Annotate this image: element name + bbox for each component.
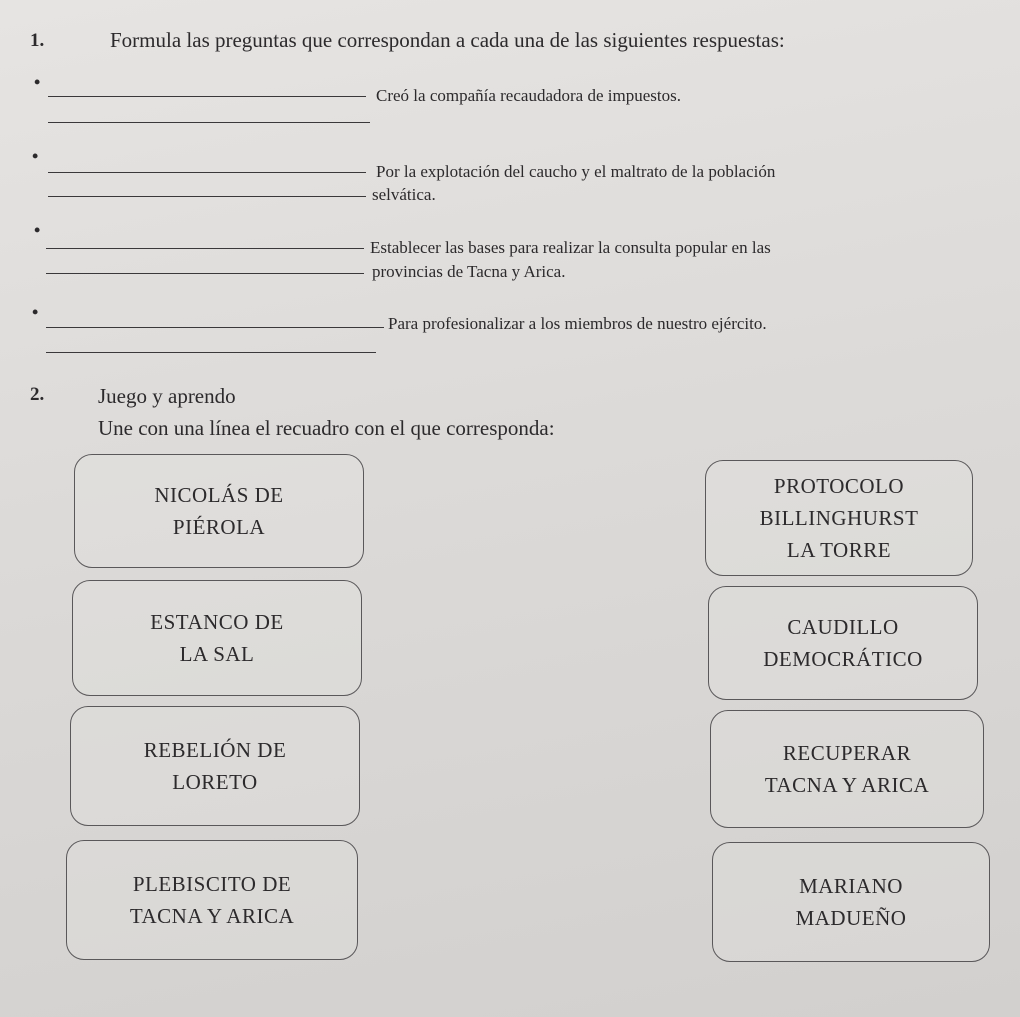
- match-box-left[interactable]: NICOLÁS DE PIÉROLA: [74, 454, 364, 568]
- answer-text: Creó la compañía recaudadora de impuestos.: [376, 86, 681, 105]
- question-blank-line[interactable]: [48, 196, 366, 197]
- question-blank-line[interactable]: [48, 172, 366, 173]
- section1-heading: Formula las preguntas que correspondan a cada una de las siguientes respuestas:: [110, 28, 785, 52]
- question-blank-line[interactable]: [48, 122, 370, 123]
- answer-text: selvática.: [372, 185, 436, 204]
- bullet: •: [34, 220, 41, 240]
- bullet: •: [34, 72, 41, 92]
- match-box-right[interactable]: PROTOCOLO BILLINGHURST LA TORRE: [705, 460, 973, 576]
- answer-text: provincias de Tacna y Arica.: [372, 262, 566, 281]
- match-box-right[interactable]: CAUDILLO DEMOCRÁTICO: [708, 586, 978, 700]
- bullet: •: [32, 302, 39, 322]
- section1-number: 1.: [30, 30, 45, 51]
- question-blank-line[interactable]: [46, 327, 384, 328]
- match-box-left[interactable]: ESTANCO DE LA SAL: [72, 580, 362, 696]
- match-box-left[interactable]: REBELIÓN DE LORETO: [70, 706, 360, 826]
- match-box-right[interactable]: RECUPERAR TACNA Y ARICA: [710, 710, 984, 828]
- question-blank-line[interactable]: [46, 273, 364, 274]
- question-blank-line[interactable]: [46, 352, 376, 353]
- section2-title: Juego y aprendo: [98, 384, 236, 408]
- section2-number: 2.: [30, 384, 45, 405]
- answer-text: Para profesionalizar a los miembros de nuestro ejército.: [388, 314, 767, 333]
- section2-instruction: Une con una línea el recuadro con el que corresponda:: [98, 416, 555, 440]
- answer-text: Por la explotación del caucho y el maltrato de la población: [376, 162, 776, 181]
- question-blank-line[interactable]: [46, 248, 364, 249]
- bullet: •: [32, 146, 39, 166]
- answer-text: Establecer las bases para realizar la consulta popular en las: [370, 238, 771, 257]
- match-box-left[interactable]: PLEBISCITO DE TACNA Y ARICA: [66, 840, 358, 960]
- question-blank-line[interactable]: [48, 96, 366, 97]
- match-box-right[interactable]: MARIANO MADUEÑO: [712, 842, 990, 962]
